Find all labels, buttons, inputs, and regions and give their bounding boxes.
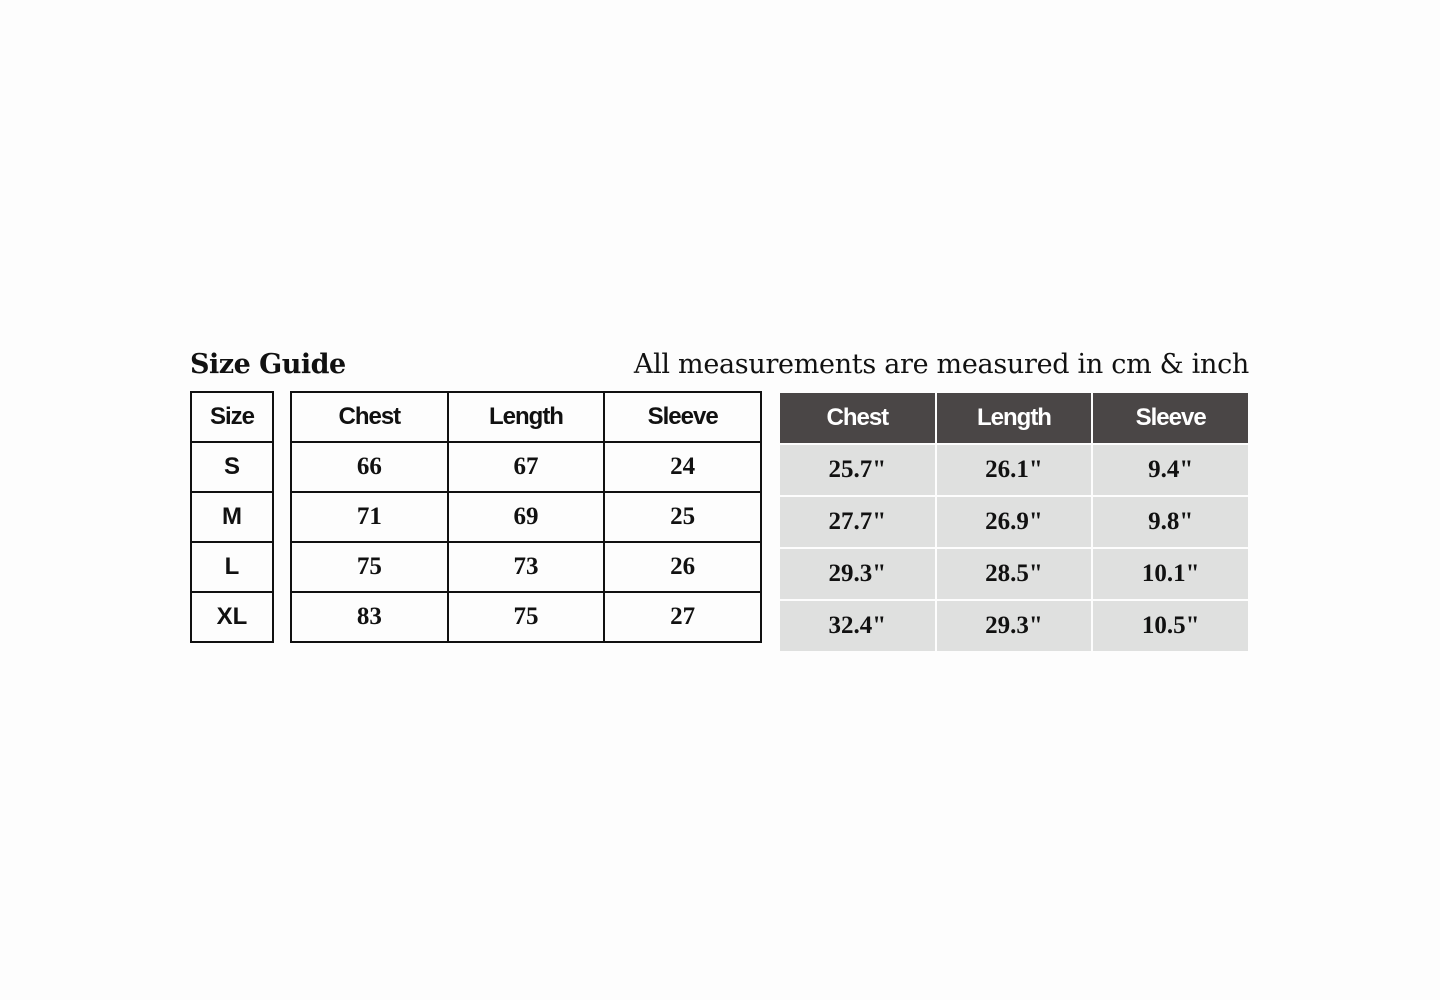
size-header: Size (191, 392, 273, 442)
table-row (191, 492, 273, 542)
table-cell: 25 (604, 492, 761, 542)
table-row (779, 600, 1249, 652)
sleeve-header: Sleeve (604, 392, 761, 442)
table-cell: 29.3" (936, 600, 1093, 652)
table-cell: 26 (604, 542, 761, 592)
table-row (779, 548, 1249, 600)
table-row (779, 444, 1249, 496)
table-cell: 10.1" (1092, 548, 1249, 600)
table-header-row (291, 392, 761, 442)
table-cell: 73 (448, 542, 605, 592)
table-cell: 75 (448, 592, 605, 642)
table-cell: 66 (291, 442, 448, 492)
length-header: Length (448, 392, 605, 442)
size-label: M (191, 492, 273, 542)
page-title: Size Guide (190, 349, 346, 380)
table-header-row (779, 392, 1249, 444)
length-header: Length (936, 392, 1093, 444)
inch-measurements-table (778, 391, 1250, 653)
table-cell: 28.5" (936, 548, 1093, 600)
table-row (779, 496, 1249, 548)
chest-header: Chest (291, 392, 448, 442)
table-header-row (191, 392, 273, 442)
table-cell: 83 (291, 592, 448, 642)
table-cell: 26.1" (936, 444, 1093, 496)
table-cell: 75 (291, 542, 448, 592)
table-cell: 29.3" (779, 548, 936, 600)
table-cell: 24 (604, 442, 761, 492)
size-label: XL (191, 592, 273, 642)
measurement-note: All measurements are measured in cm & inch (633, 349, 1249, 380)
table-cell: 10.5" (1092, 600, 1249, 652)
chest-header: Chest (779, 392, 936, 444)
table-cell: 69 (448, 492, 605, 542)
size-label-table (190, 391, 274, 643)
table-row (291, 592, 761, 642)
table-row (291, 492, 761, 542)
sleeve-header: Sleeve (1092, 392, 1249, 444)
table-cell: 27 (604, 592, 761, 642)
table-row (191, 442, 273, 492)
table-cell: 25.7" (779, 444, 936, 496)
table-cell: 32.4" (779, 600, 936, 652)
table-row (291, 442, 761, 492)
size-label: S (191, 442, 273, 492)
table-cell: 9.4" (1092, 444, 1249, 496)
size-label: L (191, 542, 273, 592)
table-row (291, 542, 761, 592)
table-cell: 67 (448, 442, 605, 492)
cm-measurements-table (290, 391, 762, 643)
table-cell: 27.7" (779, 496, 936, 548)
table-cell: 26.9" (936, 496, 1093, 548)
table-cell: 71 (291, 492, 448, 542)
table-row (191, 592, 273, 642)
table-row (191, 542, 273, 592)
table-cell: 9.8" (1092, 496, 1249, 548)
